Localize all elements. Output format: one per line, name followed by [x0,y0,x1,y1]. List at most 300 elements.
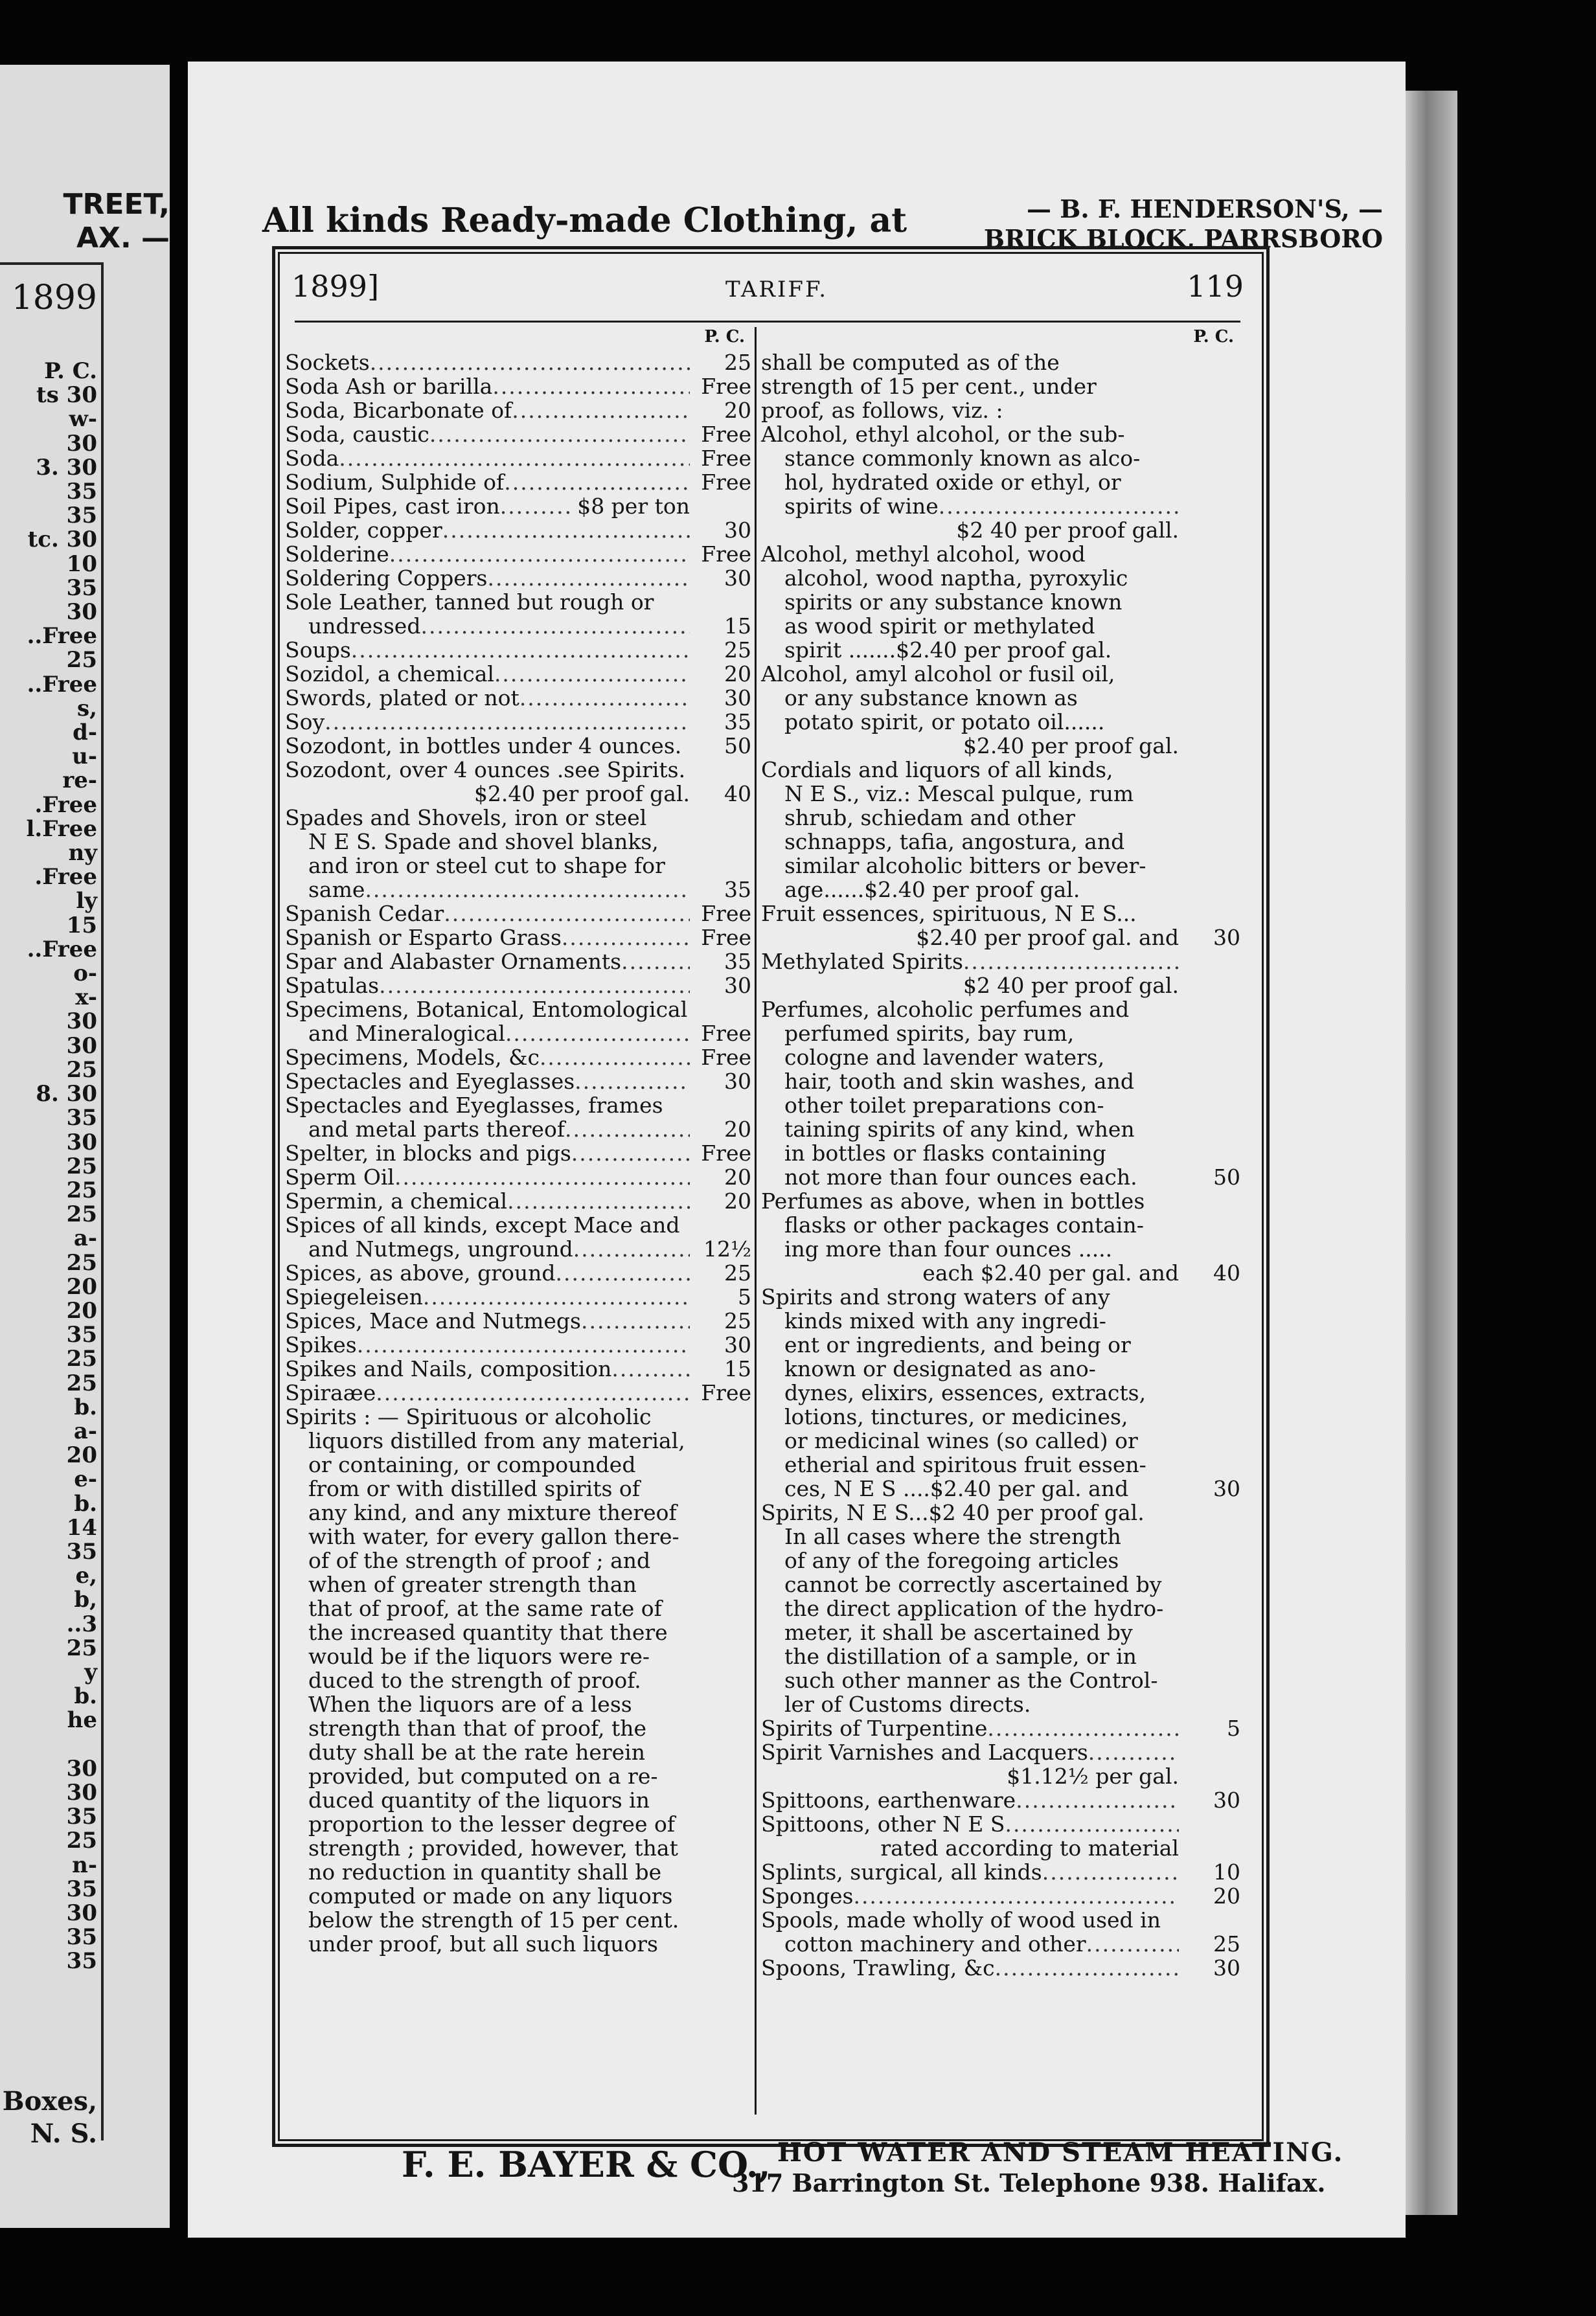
facing-page-line: 3. 30 [36,454,97,481]
facing-page-line: b, [74,1587,97,1613]
leader-dots [351,638,690,662]
facing-page-line: .Free [34,864,97,891]
tariff-line [761,446,1240,470]
line-text: in bottles or flasks containing [784,1141,1106,1166]
item-name: Sole Leather, tanned but rough or [285,589,654,615]
duty-value [1179,1764,1240,1788]
tariff-line [761,806,1240,830]
rate-text: rated according to material [880,1835,1179,1861]
item-name: Spices, Mace and Nutmegs [285,1308,581,1334]
item-name: Spatulas [285,973,380,998]
facing-page-line: y [84,1659,97,1685]
tariff-entry [285,1165,751,1189]
item-name: Spectacles and Eyeglasses [285,1069,575,1094]
leader-dots [581,1309,690,1333]
leader-dots [442,518,690,542]
item-name: Spades and Shovels, iron or steel [285,805,647,830]
tariff-line [761,1716,1240,1740]
line-text: shrub, schiedam and other [784,805,1075,830]
facing-page-year: 1899 [11,278,97,317]
spirits-line: the increased quantity that there [308,1620,668,1645]
tariff-rate-line [761,973,1240,997]
duty-value: 15 [724,613,751,639]
duty-value: 20 [724,1164,751,1190]
facing-page-line: ly [76,888,97,914]
item-name: Soda [285,446,339,471]
rate-text: $2.40 per proof gal. and [916,925,1179,950]
line-text: hol, hydrated oxide or ethyl, or [784,470,1121,495]
left-column [285,327,751,1956]
top-ad-address: BRICK BLOCK, PARRSBORO [983,224,1383,253]
facing-page-line: ..Free [27,671,97,698]
rate-text: each $2.40 per gal. and [922,1260,1179,1286]
facing-page-line: tc. 30 [27,527,97,553]
spirits-line: no reduction in quantity shall be [308,1859,662,1885]
tariff-line [761,1884,1240,1908]
item-name: Sozidol, a chemical [285,661,494,687]
line-text: perfumed spirits, bay rum, [784,1021,1075,1046]
line-text: proof, as follows, viz. : [761,398,1003,423]
rate-text: $2.40 per proof gal. [963,733,1179,758]
item-name: Spanish or Esparto Grass [285,925,562,950]
tariff-line [761,470,1240,494]
spirits-line: below the strength of 15 per cent. [308,1907,679,1933]
duty-value: 50 [1213,1164,1240,1190]
line-text: alcohol, wood naptha, pyroxylic [784,565,1128,591]
duty-value: 30 [1213,925,1240,950]
facing-page-line: 35 [66,1538,97,1565]
line-text: Spirits and strong waters of any [761,1284,1110,1310]
tariff-line [761,1405,1240,1429]
line-text: Spittoons, earthenware [761,1788,1016,1813]
rate-text: $8 per ton [577,494,690,519]
tariff-entry [285,518,751,542]
tariff-entry [285,350,751,374]
line-text: Spirits of Turpentine [761,1716,988,1741]
duty-value: 30 [724,517,751,543]
duty-value: 5 [1227,1716,1240,1741]
tariff-line [761,1237,1240,1261]
leader-dots [365,878,690,902]
item-name: Swords, plated or not [285,685,519,710]
leader-dots [939,494,1179,518]
running-head-year: 1899] [291,269,380,304]
tariff-entry [285,446,751,470]
item-name: Spiraæe [285,1380,376,1405]
left-column-entries [285,350,751,1405]
duty-value: Free [701,925,751,950]
leader-dots [357,1333,690,1357]
spirits-line: of of the strength of proof ; and [308,1548,651,1573]
line-text: Fruit essences, spirituous, N E S... [761,901,1137,926]
item-name: Soil Pipes, cast iron [285,494,500,519]
top-ad-merchant: — B. F. HENDERSON'S, — [1027,194,1383,223]
line-text: other toilet preparations con- [784,1093,1104,1118]
duty-value: 15 [724,1356,751,1381]
leader-dots [995,1956,1179,1980]
facing-page-line: 30 [66,1779,97,1806]
tariff-entry [285,1141,751,1165]
tariff-entry [285,949,751,973]
facing-page-line: 35 [66,1804,97,1830]
line-text: such other manner as the Control- [784,1668,1158,1693]
header-rule [295,321,1240,323]
duty-value: 25 [724,1308,751,1334]
facing-page-line: s, [77,695,97,721]
tariff-line [761,1021,1240,1045]
duty-value: Free [701,541,751,567]
item-name: Solderine [285,541,389,567]
leader-dots [505,1021,690,1045]
leader-dots [556,1261,690,1285]
facing-page-line: 35 [66,503,97,529]
item-name: Soda, Bicarbonate of [285,398,512,423]
tariff-line [761,1357,1240,1381]
duty-value: 50 [724,733,751,758]
leader-dots [379,973,690,997]
tariff-entry [285,542,751,566]
leader-dots [507,1189,690,1213]
duty-value: 35 [724,877,751,902]
facing-page-line: e, [75,1563,97,1589]
tariff-line [761,1141,1240,1165]
tariff-entry [285,1021,751,1045]
spirits-line: under proof, but all such liquors [308,1931,658,1957]
line-text: Spools, made wholly of wood used in [761,1907,1161,1933]
line-text: dynes, elixirs, essences, extracts, [784,1380,1146,1405]
spirits-line: strength than that of proof, the [308,1716,647,1741]
tariff-entry [285,398,751,422]
leader-dots [370,350,690,374]
duty-value: 30 [1213,1955,1240,1981]
duty-value: 12½ [703,1236,751,1262]
tariff-line [761,1549,1240,1572]
tariff-entry [285,662,751,686]
spirits-line: duty shall be at the rate herein [308,1740,645,1765]
tariff-line [761,1165,1240,1189]
facing-page-header: TREET, AX. — [63,188,170,255]
leader-dots [963,949,1179,973]
line-text: Spirits, N E S...$2 40 per proof gal. [761,1500,1145,1525]
line-text: the direct application of the hydro- [784,1596,1164,1621]
duty-value: Free [701,422,751,447]
tariff-entry [285,734,751,758]
tariff-entry [285,1093,751,1117]
tariff-line [761,1692,1240,1716]
tariff-line [761,1501,1240,1525]
tariff-line [761,1812,1240,1836]
line-text: cotton machinery and other [784,1931,1086,1957]
line-text: potato spirit, or potato oil...... [784,709,1105,734]
tariff-line [761,878,1240,902]
line-text: spirits or any substance known [784,589,1123,615]
facing-page-line: 25 [66,1056,97,1083]
line-text: known or designated as ano- [784,1356,1096,1381]
line-text: strength of 15 per cent., under [761,374,1097,399]
item-name: Sockets [285,350,370,375]
tariff-entry [285,758,751,782]
facing-page-line: 8. 30 [36,1081,97,1107]
tariff-line [761,374,1240,398]
duty-value: 20 [724,1188,751,1214]
duty-value: 30 [1213,1476,1240,1501]
leader-dots [512,398,690,422]
duty-value: 20 [724,398,751,423]
spirits-line: duced to the strength of proof. [308,1668,641,1693]
tariff-entry [285,1285,751,1309]
line-text: Sponges [761,1883,854,1909]
line-text: Methylated Spirits [761,949,963,974]
tariff-line [761,542,1240,566]
tariff-line [761,1956,1240,1980]
tariff-entry [285,878,751,902]
duty-value: Free [701,1380,751,1405]
tariff-line [761,997,1240,1021]
bottom-advertisement [402,2137,1425,2228]
tariff-entry [285,902,751,925]
facing-page-frame-line [101,262,104,2140]
tariff-line [761,782,1240,806]
leader-dots [500,494,574,518]
line-text: Perfumes as above, when in bottles [761,1188,1145,1214]
facing-page-line: 30 [66,1129,97,1155]
facing-page-line: l.Free [26,815,97,842]
item-name: Spectacles and Eyeglasses, frames [285,1093,663,1118]
spirits-line: duced quantity of the liquors in [308,1788,650,1813]
tariff-line [761,758,1240,782]
facing-page-line: 25 [66,1370,97,1396]
item-name: and Nutmegs, unground [308,1236,573,1262]
duty-value: 40 [724,781,751,806]
line-text: or any substance known as [784,685,1078,710]
facing-page-line: 20 [66,1273,97,1300]
facing-page-line: 35 [66,1322,97,1348]
line-text: Splints, surgical, all kinds [761,1859,1042,1885]
tariff-line [761,830,1240,854]
tariff-entry [285,830,751,854]
line-text: ent or ingredients, and being or [784,1332,1131,1357]
leader-dots [376,1381,690,1405]
tariff-entry [285,1189,751,1213]
tariff-entry [285,422,751,446]
line-text: ces, N E S ....$2.40 per gal. and [784,1476,1129,1501]
item-name: Sozodont, in bottles under 4 ounces. [285,733,682,758]
facing-page-line: he [67,1707,97,1734]
facing-page-line: 30 [66,1755,97,1782]
facing-page-line: 25 [66,1177,97,1203]
item-name: and iron or steel cut to shape for [308,853,665,878]
tariff-page [188,62,1406,2238]
tariff-line [761,1740,1240,1764]
tariff-entry [285,374,751,398]
leader-dots [571,1141,690,1165]
tariff-line [761,566,1240,590]
spirits-line: when of greater strength than [308,1572,637,1597]
item-name: Soups [285,637,351,663]
left-column-header: P. C. [704,327,745,346]
item-name: Spiegeleisen [285,1284,423,1310]
line-text: etherial and spiritous fruit essen- [784,1452,1146,1477]
facing-page-rates-column [0,359,97,1974]
leader-dots [504,470,690,494]
tariff-entry [285,806,751,830]
line-text: lotions, tinctures, or medicines, [784,1404,1128,1429]
spirits-line: would be if the liquors were re- [308,1644,650,1669]
line-text: flasks or other packages contain- [784,1212,1144,1238]
tariff-entry [285,566,751,590]
tariff-entry [285,1309,751,1333]
tariff-entry [285,470,751,494]
tariff-line [761,902,1240,925]
item-name: same [308,877,365,902]
facing-page-line: 25 [66,1828,97,1854]
spirits-line: from or with distilled spirits of [308,1476,640,1501]
bottom-ad-service: HOT WATER AND STEAM HEATING. [777,2137,1344,2168]
item-name: Spikes [285,1332,357,1357]
tariff-line [761,1620,1240,1644]
facing-page-line: 25 [66,1635,97,1661]
facing-page-line: 25 [66,1346,97,1372]
leader-dots [429,422,690,446]
spirits-line: Spirits : — Spirituous or alcoholic [285,1404,652,1429]
spirits-line: computed or made on any liquors [308,1883,673,1909]
tariff-rate-line [761,925,1240,949]
leader-dots [488,566,690,590]
tariff-line [761,494,1240,518]
line-text: cannot be correctly ascertained by [784,1572,1162,1597]
tariff-entry [285,925,751,949]
leader-dots [611,1357,690,1381]
duty-value: 35 [724,709,751,734]
tariff-line [761,949,1240,973]
duty-value: 30 [724,1332,751,1357]
item-name: Sozodont, over 4 ounces .see Spirits. [285,757,686,782]
spirits-line: liquors distilled from any material, [308,1428,685,1453]
tariff-rate-line [761,518,1240,542]
line-text: cologne and lavender waters, [784,1045,1105,1070]
tariff-rate-line [285,782,751,806]
running-head-title: TARIFF. [725,277,828,302]
item-name: Soda, caustic [285,422,429,447]
tariff-entry [285,854,751,878]
duty-value: 20 [724,661,751,687]
line-text: Alcohol, methyl alcohol, wood [761,541,1086,567]
leader-dots [389,542,690,566]
facing-page-line: 35 [66,1876,97,1902]
line-text: meter, it shall be ascertained by [784,1620,1133,1645]
spirits-line: provided, but computed on a re- [308,1764,658,1789]
line-text: ler of Customs directs. [784,1692,1031,1717]
tariff-line [761,422,1240,446]
facing-page-line: b. [74,1683,97,1710]
line-text: as wood spirit or methylated [784,613,1095,639]
tariff-line [761,1453,1240,1477]
item-name: Sperm Oil [285,1164,394,1190]
line-text: spirit .......$2.40 per proof gal. [784,637,1112,663]
facing-page-rule [0,262,104,265]
tariff-line [761,1189,1240,1213]
tariff-entry [285,638,751,662]
duty-value: Free [701,446,751,471]
right-column [761,327,1240,1980]
facing-page-line: 30 [66,599,97,626]
tariff-line [761,1644,1240,1668]
duty-value [1179,518,1240,542]
spirits-line: or containing, or compounded [308,1452,636,1477]
leader-dots [1042,1860,1179,1884]
item-name: N E S. Spade and shovel blanks, [308,829,659,854]
spirits-line: proportion to the lesser degree of [308,1811,676,1837]
rate-text: $1.12½ per gal. [1007,1764,1179,1789]
facing-page-line: ..3 [66,1611,97,1637]
duty-value: 30 [724,1069,751,1094]
facing-page-line: 35 [66,1924,97,1951]
tariff-line [761,686,1240,710]
facing-page-line: b. [74,1394,97,1420]
duty-value [1179,973,1240,997]
leader-dots [540,1045,690,1069]
leader-dots [519,686,690,710]
leader-dots [492,374,690,398]
leader-dots [1086,1932,1179,1956]
facing-page-line: u- [72,744,97,770]
item-name: Spices of all kinds, except Mace and [285,1212,680,1238]
item-name: and Mineralogical [308,1021,505,1046]
running-head [291,269,1244,314]
facing-page-line: 30 [66,430,97,457]
facing-page-line: P. C. [44,358,97,384]
tariff-line [761,1093,1240,1117]
line-text: not more than four ounces each. [784,1164,1137,1190]
tariff-rate-line [761,734,1240,758]
tariff-entry [285,1045,751,1069]
line-text: shall be computed as of the [761,350,1060,375]
tariff-entry [285,1213,751,1237]
tariff-line [761,638,1240,662]
line-text: the distillation of a sample, or in [784,1644,1137,1669]
line-text: N E S., viz.: Mescal pulque, rum [784,781,1134,806]
facing-page-line: 35 [66,1948,97,1975]
facing-page-line: .Free [34,791,97,818]
tariff-line [761,1596,1240,1620]
duty-value: 25 [724,1260,751,1286]
facing-page-footer: Boxes, N. S. [2,2086,97,2149]
item-name: Spikes and Nails, composition [285,1356,612,1381]
tariff-entry [285,686,751,710]
facing-page-line: 35 [66,479,97,505]
tariff-line [761,1860,1240,1884]
duty-value: Free [701,470,751,495]
tariff-line [761,1668,1240,1692]
tariff-entry [285,1117,751,1141]
duty-value: 25 [1213,1931,1240,1957]
line-text: or medicinal wines (so called) or [784,1428,1138,1453]
tariff-line [761,1381,1240,1405]
tariff-entry [285,1261,751,1285]
duty-value: 30 [724,565,751,591]
item-name: Spelter, in blocks and pigs [285,1141,571,1166]
line-text: age......$2.40 per proof gal. [784,877,1080,902]
rate-text: $2 40 per proof gall. [956,517,1179,543]
tariff-line [761,662,1240,686]
item-name: Soy [285,709,325,734]
tariff-line [761,1932,1240,1956]
facing-page-line: o- [73,960,97,987]
facing-page-line: 30 [66,1008,97,1035]
duty-value: Free [701,1045,751,1070]
facing-page-line: 25 [66,647,97,674]
line-text: Spoons, Trawling, &c [761,1955,995,1981]
